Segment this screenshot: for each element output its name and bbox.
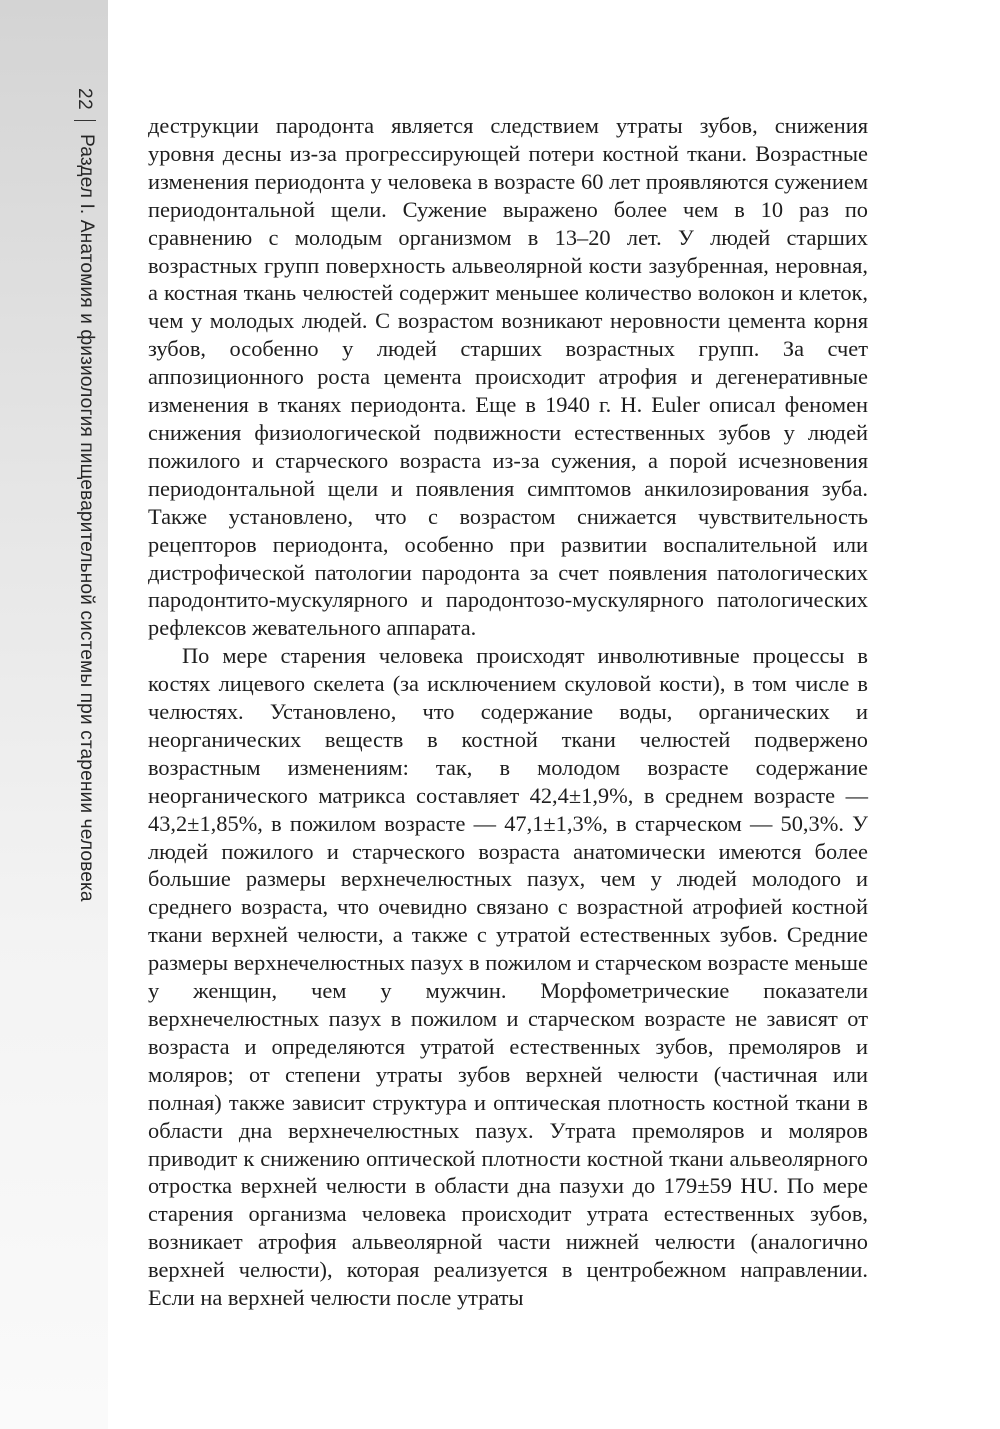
- page-number: 22: [74, 88, 95, 111]
- main-text: [148, 112, 868, 1312]
- running-section-title: Раздел I. Анатомия и физиология пищеварительной системы при старении человека: [76, 134, 97, 902]
- paragraph-continued: деструкции пародонта является следствием утраты зубов, снижения уровня десны из-за прогрессирующей потери костной ткани. Возрастные изменения периодонта у человека в возрасте 60 лет проявляются сужением периодонтальной щели. Сужение выражено более чем в 10 раз по сравнению с молодым организмом в 13–20 лет. У людей старших возрастных групп поверхность альвеолярной кости зазубренная, неровная, а костная ткань челюстей содержит меньшее количество волокон и клеток, чем у молодых людей. С возрастом возникают неровности цемента корня зубов, особенно у людей старших возрастных групп. За счет аппозиционного роста цемента происходит атрофия и дегенеративные изменения в тканях периодонта. Еще в 1940 г. H. Euler описал феномен снижения физиологической подвижности естественных зубов у людей пожилого и старческого возраста из-за сужения, а порой исчезновения периодонтальной щели и появления симптомов анкилозирования зуба. Также установлено, что с возрастом снижается чувствительность рецепторов периодонта, особенно при развитии воспалительной или дистрофической патологии пародонта за счет появления патологических пародонтито-мускулярного и пародонтозо-мускулярного патологических рефлексов жевательного аппарата.: [148, 113, 868, 641]
- paragraph: По мере старения человека происходят инволютивные процессы в костях лицевого скелета (за исключением скуловой кости), в том числе в челюстях. Установлено, что содержание воды, органических и неорганических веществ в костной ткани челюстей подвержено возрастным изменениям: так, в молодом возрасте содержание неорганического матрикса составляет 42,4±1,9%, в среднем возрасте — 43,2±1,85%, в пожилом возрасте — 47,1±1,3%, в старческом — 50,3%. У людей пожилого и старческого возраста анатомически имеются более большие размеры верхнечелюстных пазух, чем у людей молодого и среднего возраста, что очевидно связано с возрастной атрофией костной ткани верхней челюсти, а также с утратой естественных зубов. Средние размеры верхнечелюстных пазух в пожилом и старческом возрасте меньше у женщин, чем у мужчин. Морфометрические показатели верхнечелюстных пазух в пожилом и старческом возрасте не зависят от возраста и определяются утратой естественных зубов, премоляров и моляров; от степени утраты зубов верхней челюсти (частичная или полная) также зависит структура и оптическая плотность костной ткани в области дна верхнечелюстных пазух. Утрата премоляров и моляров приводит к снижению оптической плотности костной ткани альвеолярного отростка верхней челюсти в области дна пазухи до 179±59 HU. По мере старения организма человека происходит утрата естественных зубов, возникает атрофия альвеолярной части нижней челюсти (аналогично верхней челюсти), которая реализуется в центробежном направлении. Если на верхней челюсти после утраты: [148, 643, 868, 1311]
- page-number-divider: [74, 120, 96, 121]
- page-sidebar: [0, 0, 108, 1429]
